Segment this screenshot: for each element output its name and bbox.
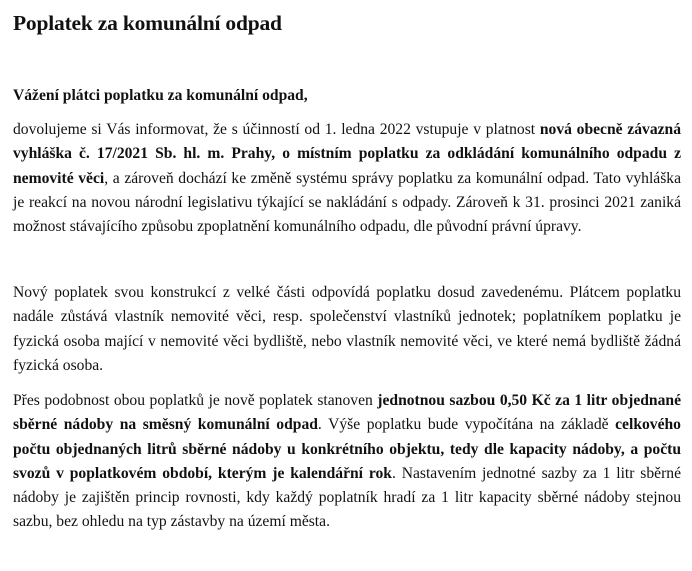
paragraph-3: [13, 389, 681, 535]
document-title: Poplatek za komunální odpad: [13, 11, 282, 35]
paragraph-1-text: , a zároveň dochází ke změně systému správy poplatku za komunální odpad. Tato vyhláška je reakcí na novou národní legislativu týkající se nakládání s odpady. Zároveň k 31. prosinci 2021 zaniká možnost stávajícího způsobu zpoplatnění komunálního odpadu, dle původní právní úpravy.: [13, 169, 681, 236]
paragraph-3-bold-text: celkového počtu objednaných litrů sběrné nádoby u konkrétního objektu, tedy dle kapacity nádoby, a počtu svozů v poplatkovém období, kterým je kalendářní rok: [13, 416, 681, 482]
paragraph-3-text: . Nastavením jednotné sazby za 1 litr sběrné nádoby je zajištěn princip rovnosti, kdy každý poplatník hradí za 1 litr kapacity sběrné nádoby stejnou sazbu, bez ohledu na typ zástavby na území města.: [13, 464, 681, 531]
paragraph-1-text: dovolujeme si Vás informovat, že s účinností od 1. ledna 2022 vstupuje v platnost: [13, 121, 540, 138]
salutation: Vážení plátci poplatku za komunální odpad,: [13, 87, 308, 104]
paragraph-3-bold-text: jednotnou sazbou 0,50 Kč za 1 litr objednané sběrné nádoby na směsný komunální odpad: [13, 392, 681, 434]
paragraph-1: [13, 118, 681, 239]
paragraph-3-text: Přes podobnost obou poplatků je nově poplatek stanoven: [13, 392, 378, 409]
paragraph-2: [13, 281, 681, 378]
paragraph-3-text: . Výše poplatku bude vypočítána na základě: [317, 416, 616, 434]
paragraph-1-bold-text: nová obecně závazná vyhláška č. 17/2021 Sb. hl. m. Prahy, o místním poplatku za odkládání komunálního odpadu z nemovité věci: [13, 121, 682, 187]
paragraph-2-text: Nový poplatek svou konstrukcí z velké části odpovídá poplatku dosud zavedenému. Plátcem poplatku nadále zůstává vlastník nemovité věci, resp. společenství vlastníků jednotek; poplatníkem poplatku je fyzická osoba mající v nemovité věci bydliště, nebo vlastník nemovité věci, ve které nemá bydliště žádná fyzická osoba.: [13, 284, 681, 374]
